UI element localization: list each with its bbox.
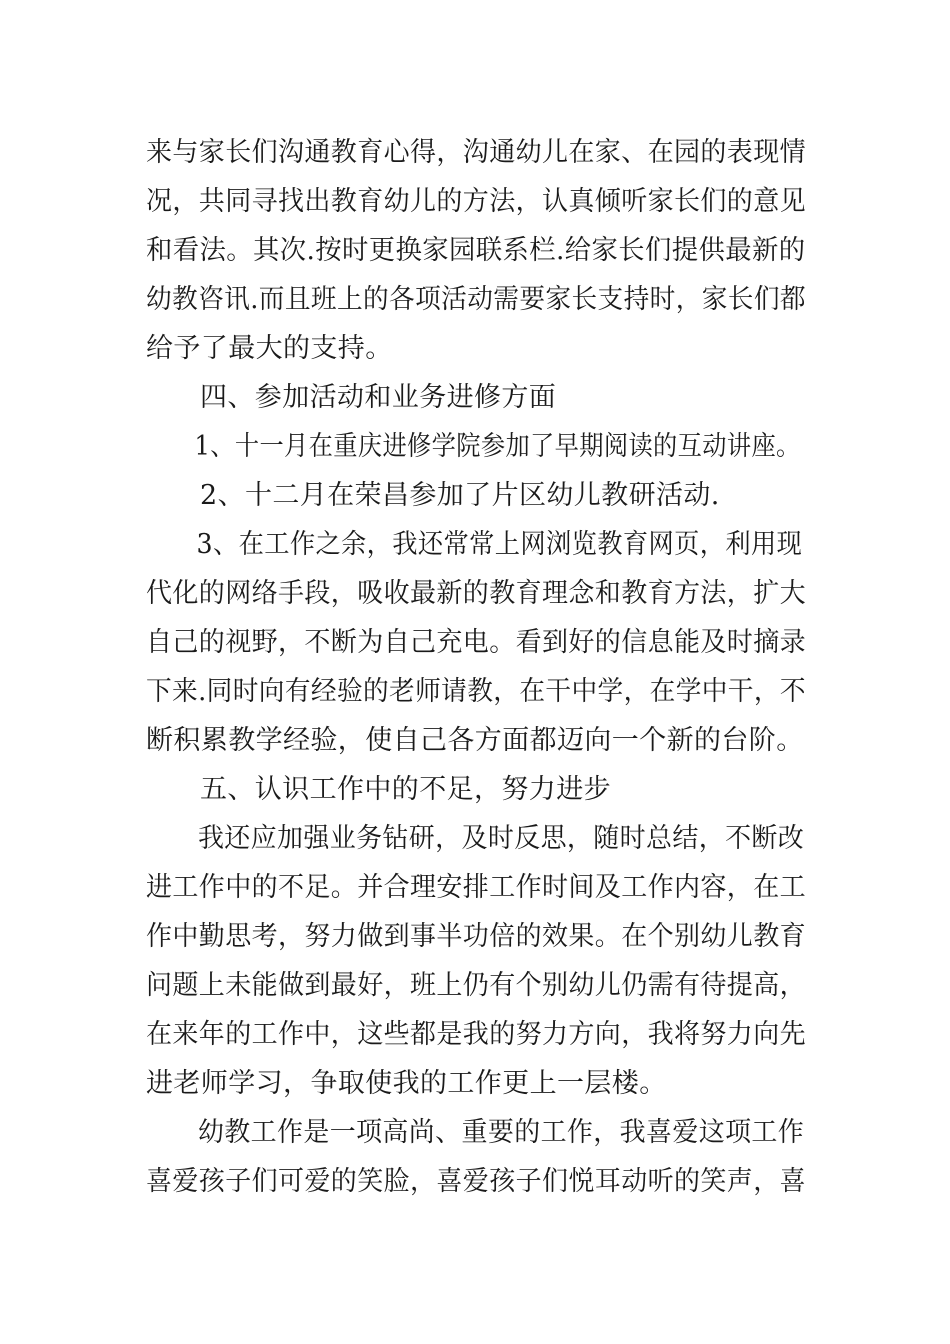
- text-line: 幼教咨讯.而且班上的各项活动需要家长支持时，家长们都: [146, 284, 806, 315]
- text-line: 3、在工作之余，我还常常上网浏览教育网页，利用现: [196, 529, 803, 560]
- text-line: 1、十一月在重庆进修学院参加了早期阅读的互动讲座。: [194, 431, 801, 462]
- document-body: [146, 128, 806, 1206]
- text-line: 自己的视野，不断为自己充电。看到好的信息能及时摘录: [146, 627, 806, 658]
- text-line: 喜爱孩子们可爱的笑脸，喜爱孩子们悦耳动听的笑声，喜: [146, 1166, 806, 1197]
- text-line: 在来年的工作中，这些都是我的努力方向，我将努力向先: [146, 1019, 806, 1050]
- text-line: 五、认识工作中的不足，努力进步: [200, 774, 611, 805]
- text-line: 问题上未能做到最好，班上仍有个别幼儿仍需有待提高，: [146, 970, 806, 1001]
- text-line: 代化的网络手段，吸收最新的教育理念和教育方法，扩大: [146, 578, 806, 609]
- text-line: 作中勤思考，努力做到事半功倍的效果。在个别幼儿教育: [146, 921, 806, 952]
- text-line: 我还应加强业务钻研，及时反思，随时总结，不断改: [197, 823, 805, 854]
- text-line: 来与家长们沟通教育心得，沟通幼儿在家、在园的表现情: [146, 137, 806, 168]
- text-line: 和看法。其次.按时更换家园联系栏.给家长们提供最新的: [146, 235, 806, 266]
- text-line: 幼教工作是一项高尚、重要的工作，我喜爱这项工作: [197, 1117, 805, 1148]
- text-line: 四、参加活动和业务进修方面: [200, 382, 557, 413]
- text-line: 2、十二月在荣昌参加了片区幼儿教研活动.: [200, 480, 720, 511]
- text-line: 况，共同寻找出教育幼儿的方法，认真倾听家长们的意见: [146, 186, 806, 217]
- text-line: 进工作中的不足。并合理安排工作时间及工作内容，在工: [146, 872, 806, 903]
- text-line: 进老师学习，争取使我的工作更上一层楼。: [146, 1068, 667, 1099]
- text-line: 给予了最大的支持。: [146, 333, 393, 364]
- text-line: 断积累教学经验，使自己各方面都迈向一个新的台阶。: [146, 725, 804, 756]
- text-line: 下来.同时向有经验的老师请教，在干中学，在学中干，不: [146, 676, 806, 707]
